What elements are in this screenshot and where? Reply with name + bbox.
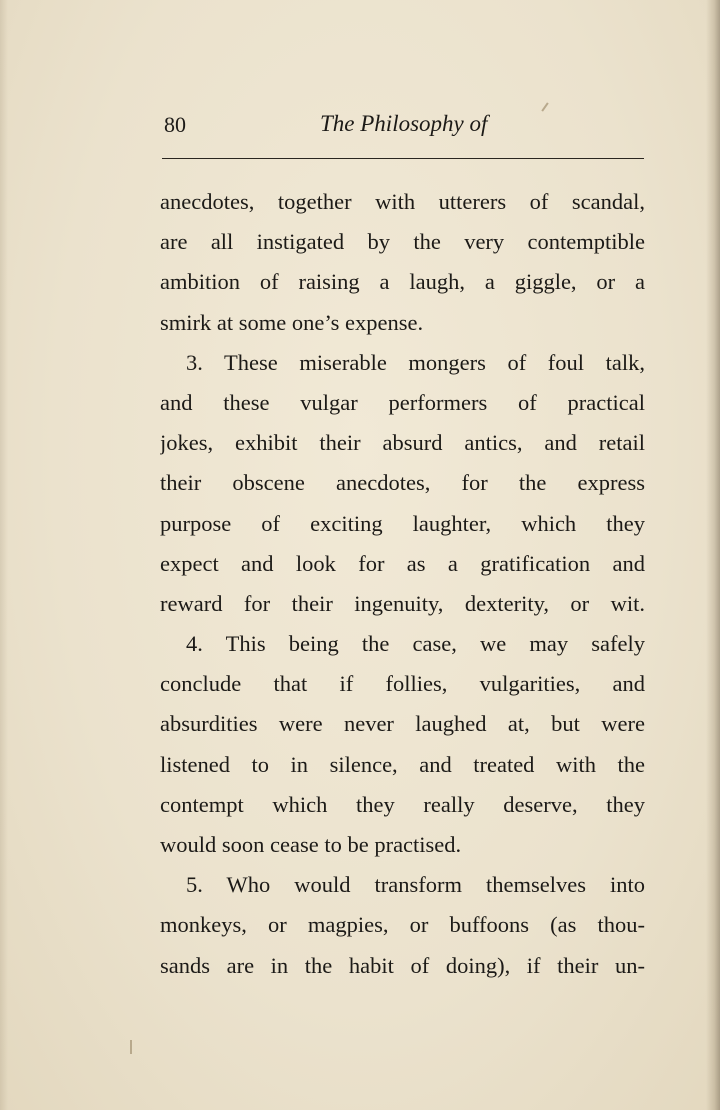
text-line: their obscene anecdotes, for the express <box>160 470 645 496</box>
text-line: sands are in the habit of doing), if their un- <box>160 952 645 978</box>
page-left-edge-shadow <box>0 0 8 1110</box>
text-line: are all instigated by the very contemptible <box>160 229 645 255</box>
body-text <box>160 182 645 986</box>
text-line: smirk at some one’s expense. <box>160 309 424 335</box>
page-header <box>160 108 644 144</box>
paper-speck <box>130 1040 132 1054</box>
paragraph-3-start: 3. These miserable mongers of foul talk, <box>186 349 645 375</box>
text-line: jokes, exhibit their absurd antics, and retail <box>160 430 645 456</box>
page-number: 80 <box>164 112 186 137</box>
text-line: anecdotes, together with utterers of scandal, <box>160 189 645 214</box>
paragraph-4-start: 4. This being the case, we may safely <box>186 631 645 657</box>
text-line: absurdities were never laughed at, but were <box>160 711 645 737</box>
text-line: purpose of exciting laughter, which they <box>160 510 645 536</box>
text-line: listened to in silence, and treated with the <box>160 751 645 777</box>
header-rule <box>162 158 644 159</box>
paragraph-5-start: 5. Who would transform themselves into <box>186 872 645 898</box>
running-title: The Philosophy of <box>320 111 488 136</box>
text-line: contempt which they really deserve, they <box>160 791 645 817</box>
text-line: ambition of raising a laugh, a giggle, or a <box>160 269 645 295</box>
page-right-edge-shadow <box>706 0 720 1110</box>
text-line: monkeys, or magpies, or buffoons (as thou- <box>160 912 645 938</box>
text-line: expect and look for as a gratification and <box>160 550 645 576</box>
text-line: and these vulgar performers of practical <box>160 389 645 415</box>
text-line: reward for their ingenuity, dexterity, or wit. <box>160 590 645 616</box>
text-line: would soon cease to be practised. <box>160 832 462 857</box>
text-line: conclude that if follies, vulgarities, and <box>160 671 645 697</box>
